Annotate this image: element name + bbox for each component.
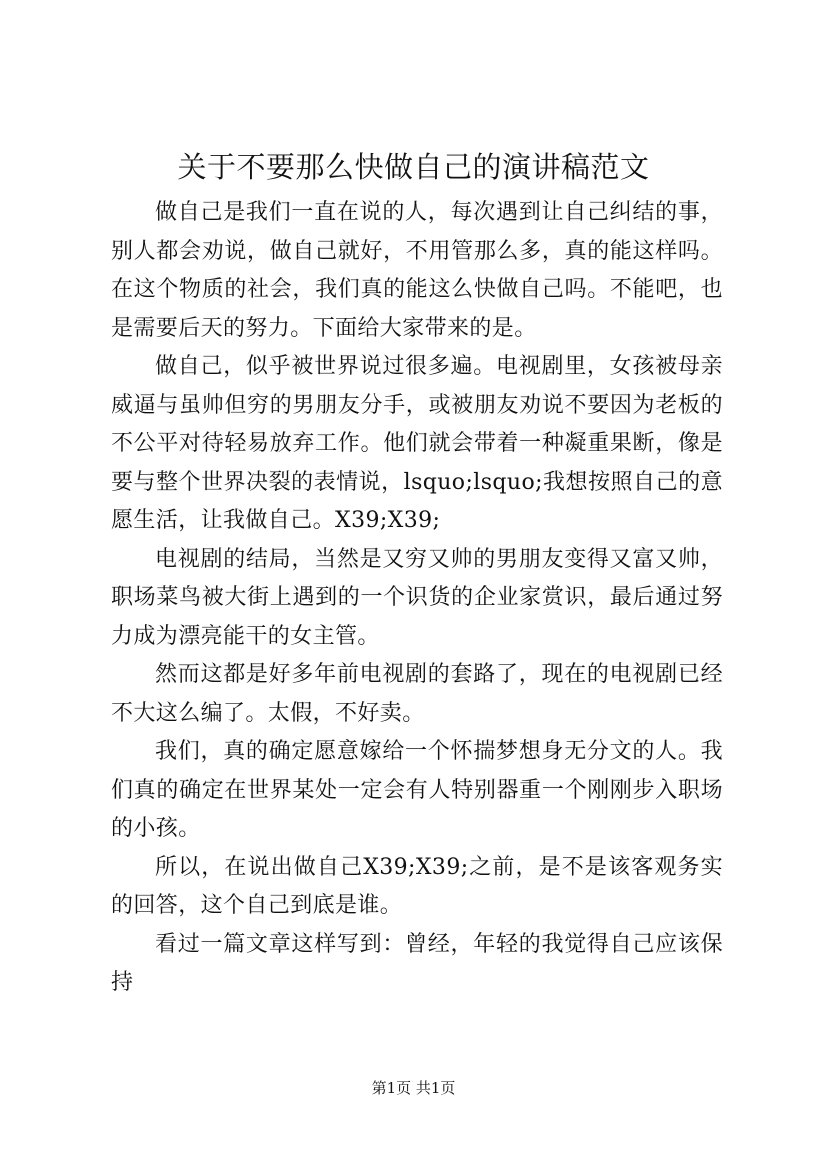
document-title: 关于不要那么快做自己的演讲稿范文 [177,150,650,184]
paragraph-6: 所以，在说出做自己X39;X39;之前，是不是该客观务实的回答，这个自己到底是谁。 [111,854,723,918]
page-footer: 第1页 共1页 [371,1079,456,1097]
paragraph-1: 做自己是我们一直在说的人，每次遇到让自己纠结的事，别人都会劝说，做自己就好，不用管那么多，真的能这样吗。在这个物质的社会，我们真的能这么快做自己吗。不能吧，也是需要后天的努力。下面给大家带来的是。 [111,200,723,341]
document-body [111,194,723,1003]
paragraph-4: 然而这都是好多年前电视剧的套路了，现在的电视剧已经不大这么编了。太假，不好卖。 [111,662,723,726]
paragraph-3: 电视剧的结局，当然是又穷又帅的男朋友变得又富又帅，职场菜鸟被大街上遇到的一个识货的企业家赏识，最后通过努力成为漂亮能干的女主管。 [111,546,723,649]
paragraph-5: 我们，真的确定愿意嫁给一个怀揣梦想身无分文的人。我们真的确定在世界某处一定会有人特别器重一个刚刚步入职场的小孩。 [111,739,723,841]
paragraph-2: 做自己，似乎被世界说过很多遍。电视剧里，女孩被母亲威逼与虽帅但穷的男朋友分手，或被朋友劝说不要因为老板的不公平对待轻易放弃工作。他们就会带着一种凝重果断，像是要与整个世界决裂的表情说，lsquo;lsquo;我想按照自己的意愿生活，让我做自己。X39;X39; [111,354,723,533]
paragraph-7: 看过一篇文章这样写到：曾经，年轻的我觉得自己应该保持 [111,931,723,995]
